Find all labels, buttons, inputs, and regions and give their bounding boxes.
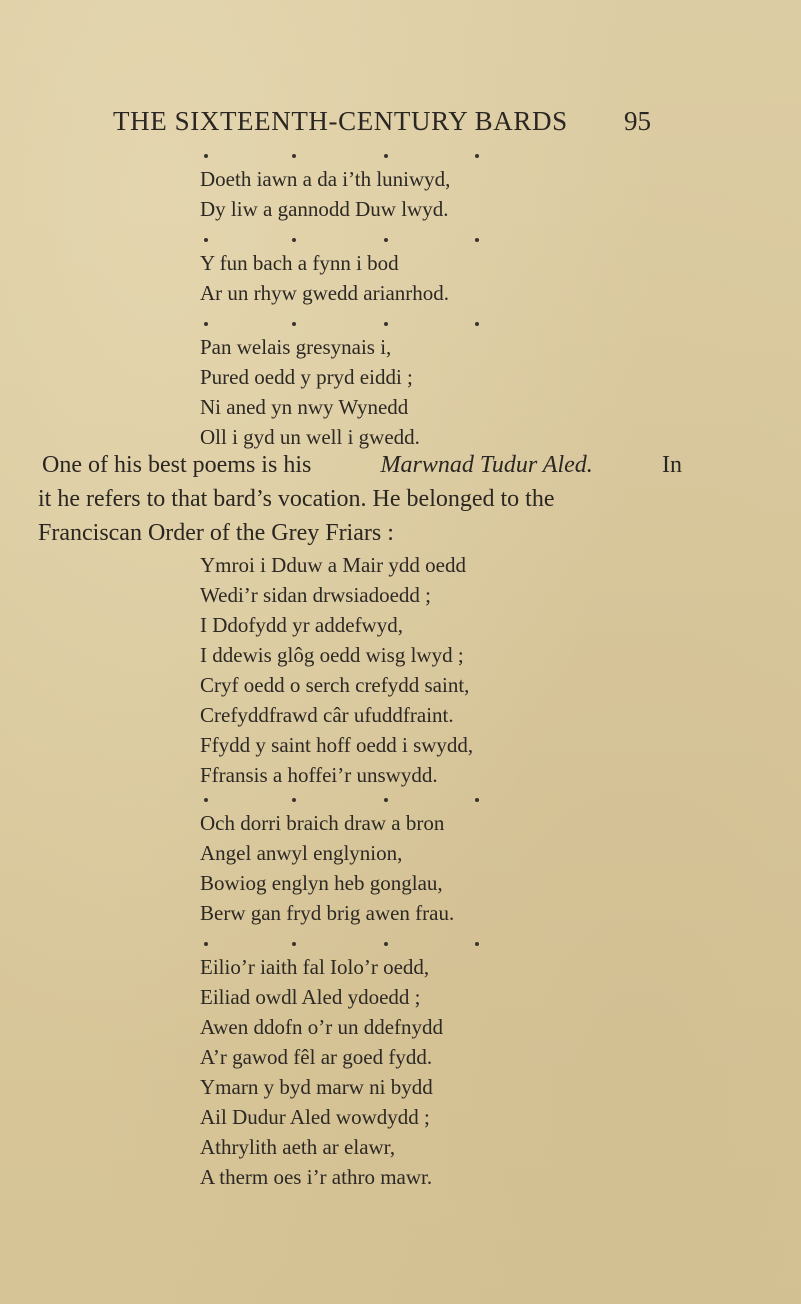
verse-line: Doeth iawn a da i’th luniwyd, — [200, 167, 451, 191]
prose-line-end: In — [661, 452, 682, 478]
prose-line: Franciscan Order of the Grey Friars : — [38, 520, 394, 546]
poem2-stanza-2 — [200, 794, 720, 928]
verse-line: Dy liw a gannodd Duw lwyd. — [200, 197, 449, 221]
poem2-stanza-1 — [200, 550, 720, 790]
verse-line: Pan welais gresynais i, — [200, 335, 392, 359]
ellipsis-marker — [200, 150, 500, 164]
stanza-1 — [200, 150, 720, 224]
prose-line: it he refers to that bard’s vocation. He belonged to the — [38, 486, 555, 512]
prose-line-start: One of his best poems is his — [42, 452, 312, 478]
verse-line: Bowiog englyn heb gonglau, — [200, 871, 443, 895]
verse-line: A’r gawod fêl ar goed fydd. — [200, 1045, 433, 1069]
prose-paragraph — [38, 448, 738, 550]
verse-line: Ymroi i Dduw a Mair ydd oedd — [200, 553, 466, 577]
verse-line: A therm oes i’r athro mawr. — [200, 1165, 433, 1189]
verse-line: Awen ddofn o’r un ddefnydd — [200, 1015, 444, 1039]
verse-line: Crefyddfrawd câr ufuddfraint. — [200, 703, 454, 727]
verse-line: Eilio’r iaith fal Iolo’r oedd, — [200, 955, 430, 979]
verse-line: Y fun bach a fynn i bod — [200, 251, 399, 275]
verse-line: Cryf oedd o serch crefydd saint, — [200, 673, 470, 697]
verse-line: Pured oedd y pryd eiddi ; — [200, 365, 413, 389]
verse-line: Ymarn y byd marw ni bydd — [200, 1075, 433, 1099]
verse-line: Oll i gyd un well i gwedd. — [200, 425, 420, 449]
page-number: 95 — [624, 106, 651, 136]
verse-line: Berw gan fryd brig awen frau. — [200, 901, 455, 925]
verse-line: I ddewis glôg oedd wisg lwyd ; — [200, 643, 464, 667]
verse-line: Ffransis a hoffei’r unswydd. — [200, 763, 438, 787]
verse-line: I Ddofydd yr addefwyd, — [200, 613, 403, 637]
verse-line: Wedi’r sidan drwsiadoedd ; — [200, 583, 431, 607]
verse-line: Ffydd y saint hoff oedd i swydd, — [200, 733, 474, 757]
prose-line — [38, 448, 682, 482]
running-title: THE SIXTEENTH-CENTURY BARDS — [113, 106, 568, 136]
verse-line: Och dorri braich draw a bron — [200, 811, 445, 835]
running-head — [0, 106, 801, 146]
verse-line: Ar un rhyw gwedd arianrhod. — [200, 281, 450, 305]
poem-title: Marwnad Tudur Aled. — [380, 452, 593, 478]
verse-line: Athrylith aeth ar elawr, — [200, 1135, 396, 1159]
verse-line: Eiliad owdl Aled ydoedd ; — [200, 985, 421, 1009]
ellipsis-marker — [200, 234, 500, 248]
verse-line: Ni aned yn nwy Wynedd — [200, 395, 409, 419]
ellipsis-marker — [200, 318, 500, 332]
stanza-2 — [200, 234, 720, 308]
ellipsis-marker — [200, 794, 500, 808]
ellipsis-marker — [200, 938, 500, 952]
verse-line: Angel anwyl englynion, — [200, 841, 403, 865]
stanza-3 — [200, 318, 720, 452]
poem2-stanza-3 — [200, 938, 720, 1192]
verse-line: Ail Dudur Aled wowdydd ; — [200, 1105, 430, 1129]
